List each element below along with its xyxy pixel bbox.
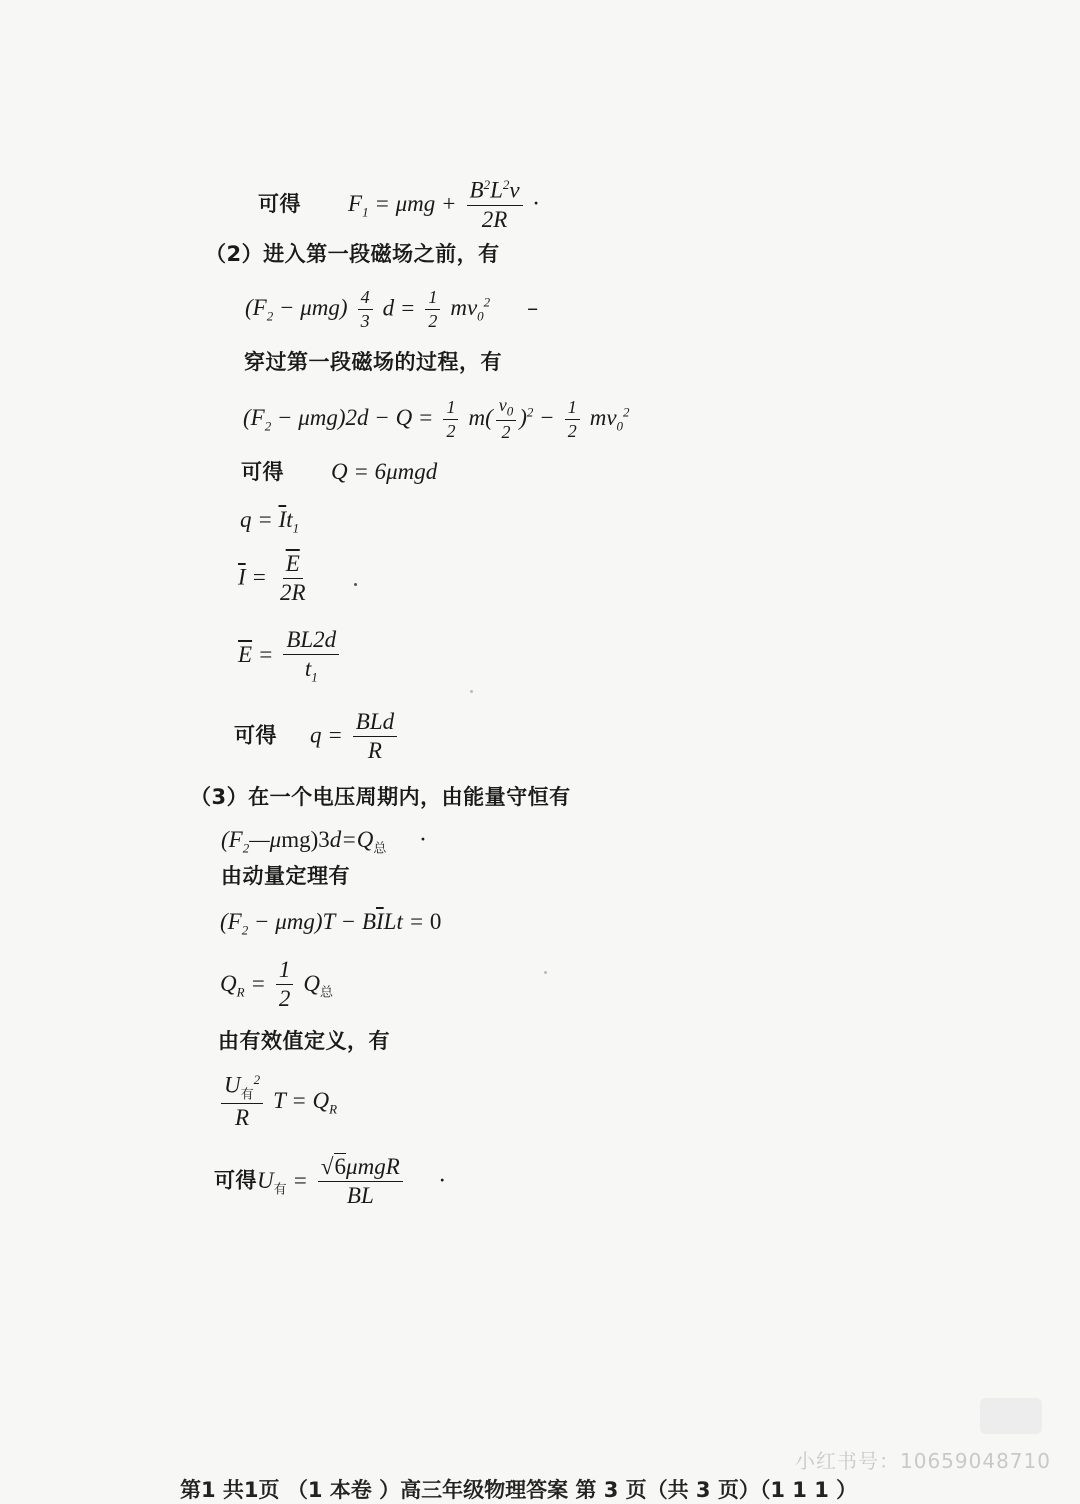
equation-avg-current: $\overline{I}$ = $\frac{\overline{E}}{2R}$ [238, 551, 306, 606]
watermark: 小红书号：10659048710 [795, 1449, 1051, 1473]
scan-speck [544, 971, 547, 974]
label-kede-4: 可得 [214, 1168, 257, 1193]
equation-momentum: $(F_2 - \mu mg)T - B\overline{I}Lt = 0$ [220, 909, 442, 938]
equation-before-field: $(F_2 - \mu mg)$ $\frac{4}{3}$ d = $\frac{1}{2}$ $mv_0^2$ – [245, 287, 539, 331]
label-kede-3: 可得 [234, 723, 277, 748]
scan-speck [354, 583, 357, 586]
part-3-heading: （3）在一个电压周期内，由能量守恒有 [190, 785, 571, 809]
label-kede-1: 可得 [258, 191, 301, 216]
equation-energy-conservation: $(F_2—\mu mg)3d=Q_总$ · [221, 827, 427, 856]
momentum-theorem-text: 由动量定理有 [221, 864, 350, 888]
label-kede-2: 可得 [241, 460, 284, 484]
part-2-heading: （2）进入第一段磁场之前，有 [205, 242, 500, 266]
effective-value-text: 由有效值定义，有 [218, 1029, 390, 1053]
equation-charge: $q = \overline{I}t_1$ [240, 507, 300, 536]
equation-q-result: 可得 q = $\frac{\text{BLd}}{R}$ [234, 710, 400, 763]
equation-u-result: 可得$U_有$ = $\frac{\text{√6μmgR}}{BL}$ · [214, 1154, 446, 1209]
crossing-field-text: 穿过第一段磁场的过程，有 [244, 350, 502, 374]
equation-f1: 可得 $F_1 = \mu mg$ + $\frac{B^2L^2v}{2R}$ · [258, 177, 540, 232]
equation-q-heat: 可得 Q = 6μmgd [241, 459, 438, 484]
equation-qr: $Q_R$ = $\frac{1}{2}$ $Q_总$ [220, 957, 333, 1012]
page-footer: 第1 共1页 （1 本卷 ）高三年级物理答案 第 3 页（共 3 页）（1 1 1 ） [180, 1478, 858, 1502]
scan-speck [470, 690, 473, 693]
equation-avg-emf: $\overline{E}$ = $\frac{BL2d}{t_1}$ [238, 628, 342, 684]
watermark-logo [980, 1398, 1042, 1434]
equation-effective-value: $\frac{U_有^2}{R}$ $T = Q_R$ [218, 1073, 337, 1130]
equation-crossing-field: $(F_2 - \mu mg)2d - Q$ = $\frac{1}{2}$ m( $\frac{v_0}{2}$ )$^2$ − $\frac{1}{2}$ $mv_0^2$ [243, 395, 630, 443]
